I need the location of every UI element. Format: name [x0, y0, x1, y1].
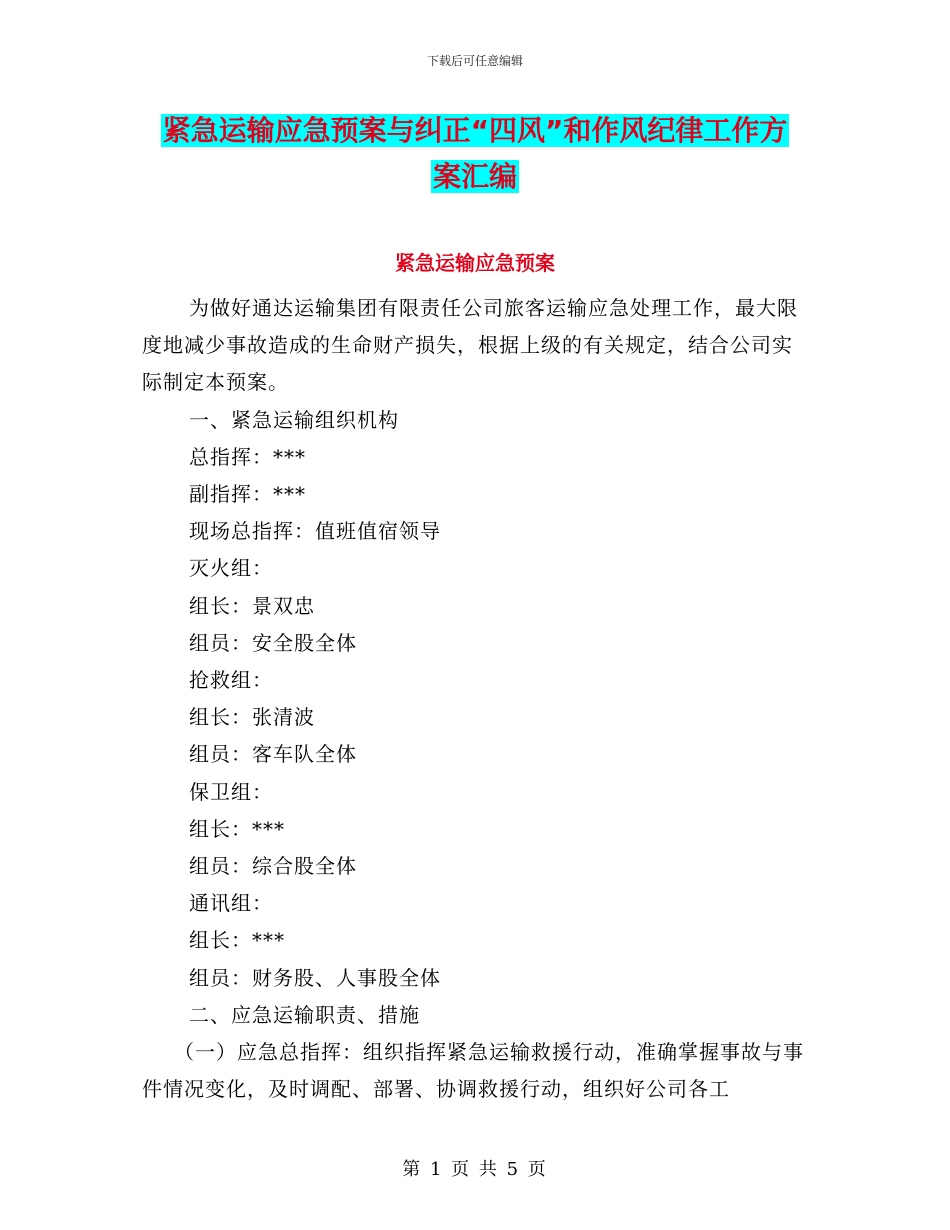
- paragraph: 组长：***: [189, 816, 285, 841]
- paragraph: 组员：安全股全体: [189, 630, 357, 655]
- paragraph: 组长：景双忠: [189, 593, 315, 618]
- section-title: 紧急运输应急预案: [395, 251, 555, 275]
- paragraph: 现场总指挥：值班值宿领导: [189, 519, 441, 544]
- paragraph: 二、应急运输职责、措施: [189, 1002, 420, 1027]
- title-line-2: 案汇编: [432, 160, 517, 193]
- body-text: [142, 290, 808, 1108]
- paragraph: 副指挥：***: [189, 482, 306, 507]
- paragraph: 组长：张清波: [189, 705, 315, 730]
- paragraph: 组员：综合股全体: [189, 854, 357, 879]
- paragraph: 通讯组：: [189, 891, 273, 916]
- paragraph: 组员：客车队全体: [189, 742, 357, 767]
- page-footer: 第 1 页 共 5 页: [402, 1159, 548, 1180]
- header-note: 下载后可任意编辑: [426, 54, 523, 68]
- paragraph: 为做好通达运输集团有限责任公司旅客运输应急处理工作，最大限度地减少事故造成的生命财产损失，根据上级的有关规定，结合公司实际制定本预案。: [142, 296, 798, 395]
- paragraph: 总指挥：***: [189, 444, 306, 469]
- paragraph: 组长：***: [189, 928, 285, 953]
- paragraph: 一、紧急运输组织机构: [189, 407, 399, 432]
- title-line-1: 紧急运输应急预案与纠正“四风”和作风纪律工作方: [162, 114, 788, 147]
- paragraph: 组员：财务股、人事股全体: [189, 965, 441, 990]
- paragraph: 灭火组：: [189, 556, 273, 581]
- paragraph: 保卫组：: [189, 779, 273, 804]
- paragraph: （一）应急总指挥：组织指挥紧急运输救援行动，准确掌握事故与事件情况变化，及时调配、部署、协调救援行动，组织好公司各工: [142, 1040, 804, 1102]
- document-title: [0, 108, 950, 200]
- paragraph: 抢救组：: [189, 668, 273, 693]
